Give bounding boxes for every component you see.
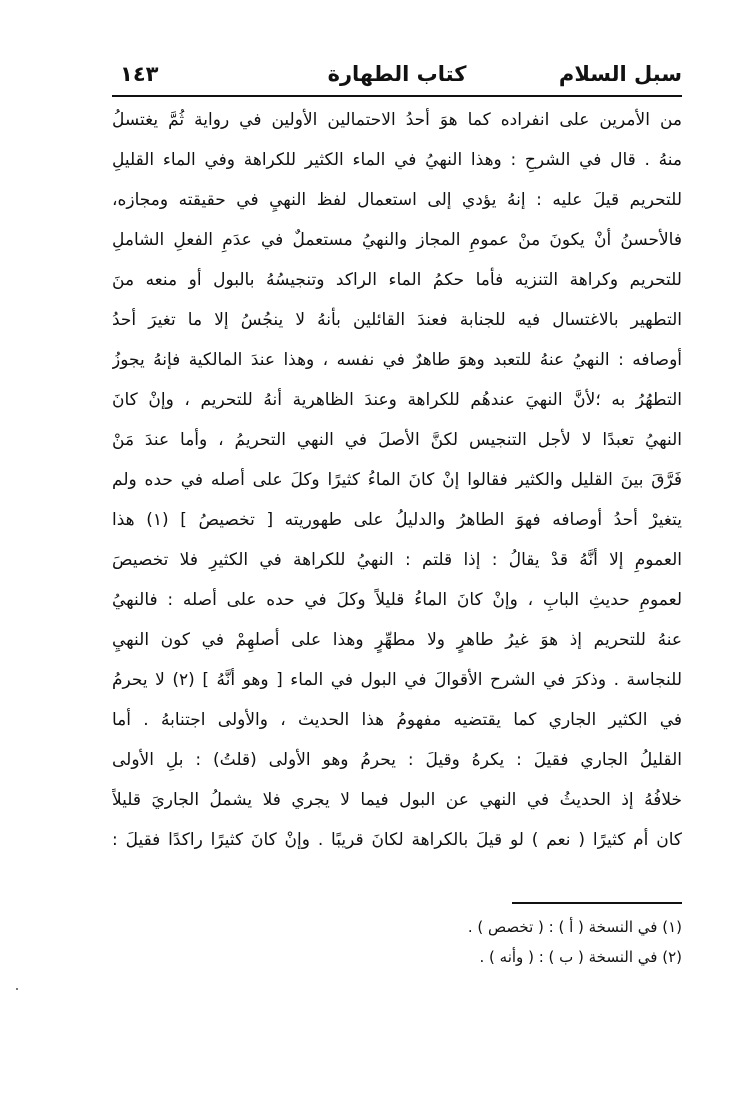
text-line: العمومِ إلا أنَّهُ قدْ يقالُ : إذا قلتم : النهيُ للكراهة في الكثيرِ فلا تخصيصَ (112, 550, 682, 570)
text-line: من الأمرين على انفراده كما هوَ أحدُ الاحتمالين الأولين في رواية ثُمَّ يغتسلُ (112, 110, 682, 130)
page-number: ١٤٣ (120, 62, 159, 86)
footnotes (112, 912, 682, 972)
book-title: سبل السلام (558, 62, 682, 86)
text-line: لعمومِ حديثِ البابِ ، وإنْ كانَ الماءُ قليلاً وكلَ في حده على أصله : فالنهيُ (112, 590, 682, 610)
footnote-2: (٢) في النسخة ( ب ) : ( وأنه ) . (479, 948, 682, 966)
text-line: منهُ . قال في الشرحِ : وهذا النهيُ في الماء الكثير للكراهة وفي الماء القليلِ (112, 150, 682, 170)
text-line: النهيُ تعبدًا لا لأجل التنجيس لكنَّ الأصلَ في النهي التحريمُ ، وأما عندَ مَنْ (112, 430, 682, 450)
chapter-title: كتاب الطهارة (327, 62, 467, 86)
text-line: يتغيرْ أحدُ أوصافه فهوَ الطاهرُ والدليلُ على طهوريته [ تخصيصُ ] (١) هذا (112, 510, 682, 530)
page-header (112, 56, 682, 92)
text-line: القليلُ الجاري فقيلَ : يكرهُ وقيلَ : يحرمُ وهو الأولى (قلتُ) : بلِ الأولى (112, 750, 682, 770)
text-line: التطهير بالاغتسال فيه للجنابة فعندَ القائلين بأنهُ لا ينجُسُ إلا ما تغيرَ أحدُ (112, 310, 682, 330)
scan-speck (16, 988, 18, 990)
text-line: خلافُهُ إذ الحديثُ في النهي عن البول فيما لا يجري فلا يشملُ الجاريَ قليلاً (112, 790, 682, 810)
footnote-1: (١) في النسخة ( أ ) : ( تخصص ) . (467, 918, 682, 936)
footnote-rule (512, 902, 682, 904)
text-line: للتحريم قيلَ عليه : إنهُ يؤدي إلى استعمال لفظ النهيِ في حقيقته ومجازه، (112, 190, 682, 210)
text-line: كان أم كثيرًا ( نعم ) لو قيلَ بالكراهة لكانَ قريبًا . وإنْ كانَ كثيرًا راكدًا فقيلَ : (112, 830, 682, 850)
text-line: فَرَّقَ بينَ القليل والكثير فقالوا إنْ كانَ الماءُ كثيرًا وكلَ على أصله في حده ولم (112, 470, 682, 490)
main-text (112, 100, 682, 860)
text-line: في الكثير الجاري كما يقتضيه مفهومُ هذا الحديث ، والأولى اجتنابهُ . أما (112, 710, 682, 730)
text-line: التطهُرُ به ؛لأنَّ النهيَ عندهُم للكراهة وعندَ الظاهرية أنهُ للتحريم ، وإنْ كانَ (112, 390, 682, 410)
text-line: للنجاسة . وذكرَ في الشرح الأقوالَ في البول في الماء [ وهو أنَّهُ ] (٢) لا يحرمُ (112, 670, 682, 690)
text-line: أوصافه : النهيُ عنهُ للتعبد وهوَ طاهرٌ في نفسه ، وهذا عندَ المالكية فإنهُ يجوزُ (112, 350, 682, 370)
text-line: فالأحسنُ أنْ يكونَ منْ عمومِ المجاز والنهيُ مستعملٌ في عدَمِ الفعلِ الشاملِ (112, 230, 682, 250)
header-rule (112, 95, 682, 97)
text-line: عنهُ للتحريم إذ هوَ غيرُ طاهرٍ ولا مطهِّرٍ وهذا على أصلهِمْ في كون النهيِ (112, 630, 682, 650)
text-line: للتحريم وكراهة التنزيه فأما حكمُ الماء الراكد وتنجيسُهُ بالبول أو منعه منَ (112, 270, 682, 290)
